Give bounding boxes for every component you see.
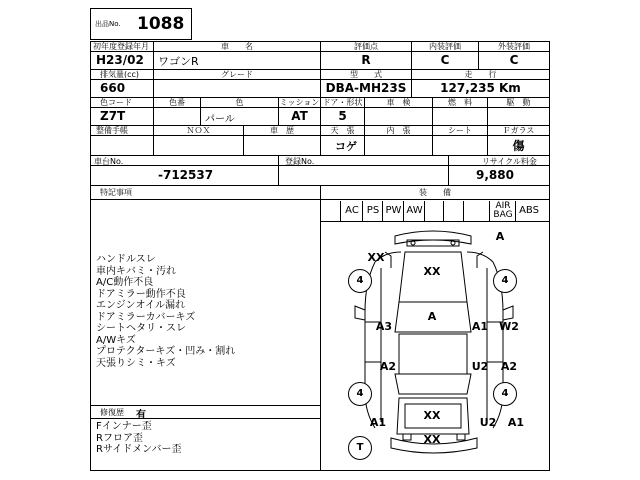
recycle-fee-label: リサイクル料金 [482,157,537,166]
damage-mark: A2 [379,360,397,373]
displacement-value: 660 [100,81,126,95]
color-value: パール [205,114,235,125]
first-registration-value: H23/02 [96,53,144,67]
roof-lining-label: 天 張 [330,126,355,135]
maintenance-book-label: 整備手帳 [96,126,128,135]
mission-value: AT [291,109,308,123]
first-registration-label: 初年度登録年月 [93,42,149,51]
roof-lining-value: コゲ [335,140,357,153]
tire-rear-right: 4 [493,382,517,406]
door-shape-value: 5 [338,109,347,123]
special-notes-list [96,254,318,369]
damage-mark: A1 [369,416,387,429]
repair-history-label: 修復歴 [100,408,124,417]
interior-trim-label: 内 張 [386,126,411,135]
damage-mark: A2 [500,360,518,373]
car-name-label: 車 名 [221,42,253,51]
nox-label: ＮＯＸ [186,126,211,135]
mission-label: ミッション [279,98,320,107]
equipment-aw: AW [403,201,425,221]
equipment-abs: ABS [515,201,542,221]
exterior-eval-label: 外装評価 [498,42,530,51]
damage-mark: U2 [479,416,497,429]
front-glass-value: 傷 [512,139,525,153]
model-code-value: DBA-MH23S [325,81,407,95]
equipment-slot [424,201,444,221]
registration-number-label: 登録No. [285,157,315,166]
mileage-value: 127,235 Km [440,81,521,95]
repair-item: Rサイドメンバー歪 [96,444,182,455]
color-label: 色 [235,98,244,107]
inspection-label: 車 検 [386,98,411,107]
color-number-label: 色番 [169,98,185,107]
recycle-fee-value: 9,880 [476,168,514,182]
note-item: プロテクターキズ・凹み・割れ [96,346,236,357]
note-item: A/Wキズ [96,334,136,346]
note-item: 天張りシミ・キズ [96,357,176,369]
fuel-label: 燃 料 [448,98,472,107]
tire-spare: T [348,436,372,460]
equipment-pw: PW [382,201,404,221]
repair-history-value: 有 [136,410,146,421]
damage-mark: A [427,310,437,323]
damage-mark: A3 [375,320,393,333]
damage-mark: U2 [471,360,489,373]
damage-mark: A [495,230,505,243]
lot-number-box [90,8,192,40]
equipment-slot [463,201,490,221]
note-item: ドアミラーカバーキズ [96,311,196,323]
interior-eval-value: C [440,53,450,67]
equipment-ac: AC [340,201,363,221]
evaluation-label: 評価点 [354,42,378,51]
car-name-value: ワゴンR [158,55,199,68]
chassis-number-value: -712537 [158,168,214,182]
door-shape-label: ドア・形状 [322,98,363,107]
evaluation-value: R [361,53,371,67]
drive-label: 駆 動 [506,98,531,107]
tire-front-left: 4 [348,269,372,293]
displacement-label: 排気量(cc) [100,70,140,79]
special-notes-label: 特記事項 [100,188,132,197]
damage-mark: W2 [499,320,519,333]
note-item: エンジンオイル漏れ [96,300,185,311]
repair-item: Rフロア歪 [96,432,143,444]
note-item: 車内キバミ・汚れ [96,265,176,277]
repair-item: Fインナー歪 [96,421,152,432]
damage-mark: XX [423,265,441,278]
seat-label: シート [448,126,472,135]
note-item: A/C動作不良 [96,277,154,288]
lot-number: 1088 [137,14,185,34]
damage-mark: XX [423,433,441,446]
damage-mark: A1 [507,416,525,429]
grade-label: グレード [221,70,253,79]
equipment-airbag: AIR BAG [489,201,516,221]
damage-mark: A1 [471,320,489,333]
repair-list [96,421,181,456]
note-item: シートヘタリ・スレ [96,323,186,334]
color-code-value: Z7T [100,109,126,123]
interior-eval-label: 内装評価 [429,42,461,51]
damage-mark: XX [367,251,385,264]
tire-front-right: 4 [493,269,517,293]
equipment-slot [443,201,464,221]
front-glass-label: Ｆガラス [502,126,535,135]
equipment-label: 装 備 [419,188,451,197]
equipment-ps: PS [362,201,383,221]
note-item: ドアミラー動作不良 [96,288,186,300]
chassis-number-label: 車台No. [94,157,124,166]
vehicle-history-label: 車 歴 [270,126,294,135]
tire-rear-left: 4 [348,382,372,406]
color-code-label: 色コード [100,98,132,107]
model-code-label: 型 式 [350,70,382,79]
lot-number-label: 出品No. [95,20,121,28]
damage-mark: XX [423,409,441,422]
mileage-label: 走 行 [464,70,497,79]
note-item: ハンドルスレ [96,254,156,265]
exterior-eval-value: C [509,53,519,67]
